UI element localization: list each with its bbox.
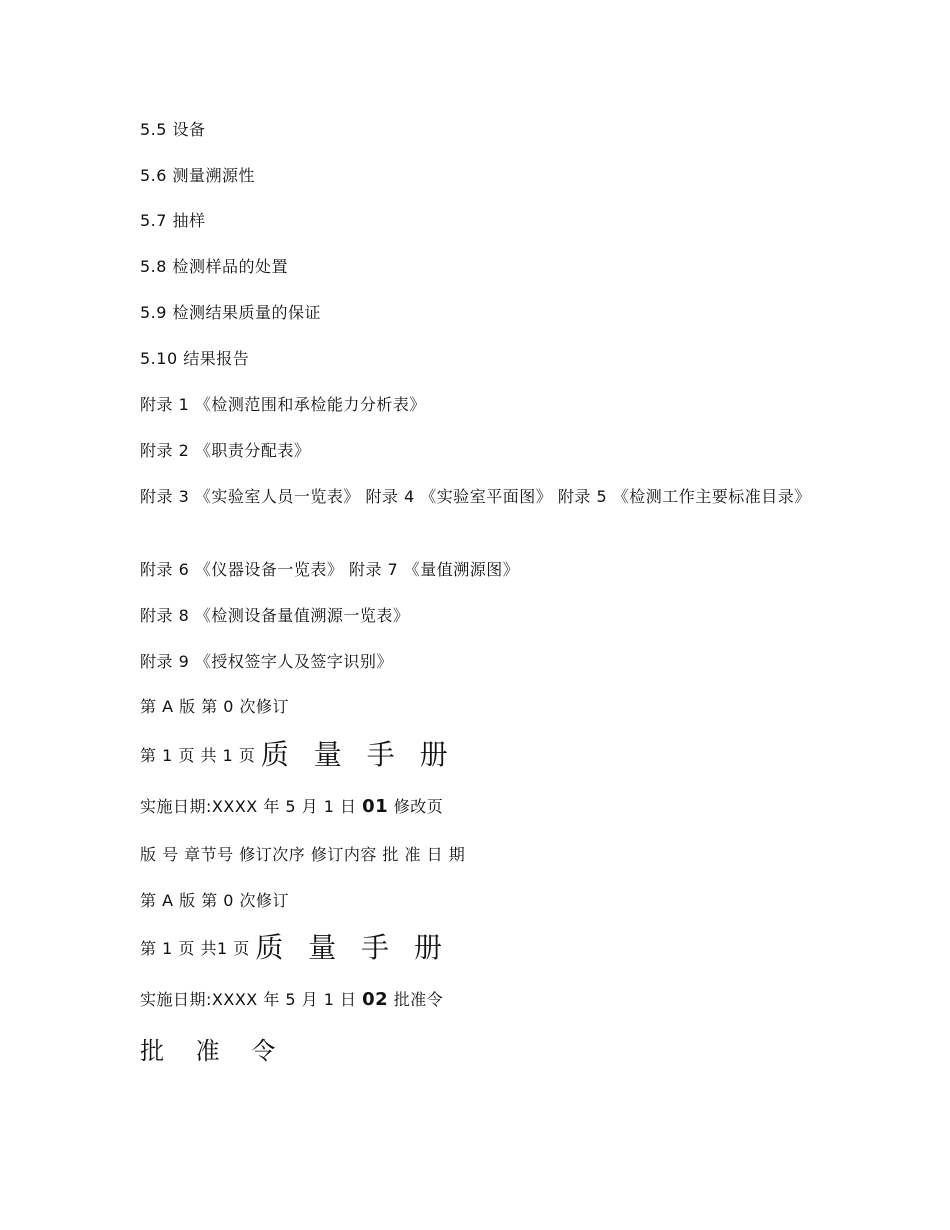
date-line xyxy=(140,796,443,818)
appendix-item: 附录 6 《仪器设备一览表》 附录 7 《量值溯源图》 xyxy=(140,560,520,579)
effective-date: 实施日期:XXXX 年 5 月 1 日 xyxy=(140,990,357,1009)
section-name: 批准令 xyxy=(393,990,444,1009)
section-name: 修改页 xyxy=(393,797,444,816)
manual-title: 质 量 手 册 xyxy=(255,931,451,964)
section-number: 01 xyxy=(362,796,389,817)
manual-title: 质 量 手 册 xyxy=(260,738,456,771)
revision-table-header: 版 号 章节号 修订次序 修订内容 批 准 日 期 xyxy=(140,845,466,864)
toc-item: 5.7 抽样 xyxy=(140,211,206,230)
appendix-item: 附录 2 《职责分配表》 xyxy=(140,441,311,460)
effective-date: 实施日期:XXXX 年 5 月 1 日 xyxy=(140,797,357,816)
page-info-line xyxy=(140,738,456,771)
toc-item: 5.9 检测结果质量的保证 xyxy=(140,303,322,322)
toc-item: 5.6 测量溯源性 xyxy=(140,166,256,185)
appendix-item: 附录 8 《检测设备量值溯源一览表》 xyxy=(140,606,410,625)
page-info-line xyxy=(140,931,451,964)
toc-item: 5.5 设备 xyxy=(140,120,206,139)
appendix-item: 附录 1 《检测范围和承检能力分析表》 xyxy=(140,395,426,414)
edition-line: 第 A 版 第 0 次修订 xyxy=(140,697,290,716)
toc-item: 5.10 结果报告 xyxy=(140,349,250,368)
date-line xyxy=(140,989,443,1011)
appendix-item: 附录 9 《授权签字人及签字识别》 xyxy=(140,652,393,671)
page-info: 第 1 页 共1 页 xyxy=(140,939,250,958)
edition-line: 第 A 版 第 0 次修订 xyxy=(140,891,290,910)
page-info: 第 1 页 共 1 页 xyxy=(140,746,256,765)
appendix-item: 附录 3 《实验室人员一览表》 附录 4 《实验室平面图》 附录 5 《检测工作主要标准目录》 xyxy=(140,487,811,506)
section-number: 02 xyxy=(362,989,389,1010)
section-heading: 批 准 令 xyxy=(140,1037,288,1065)
toc-item: 5.8 检测样品的处置 xyxy=(140,257,289,276)
